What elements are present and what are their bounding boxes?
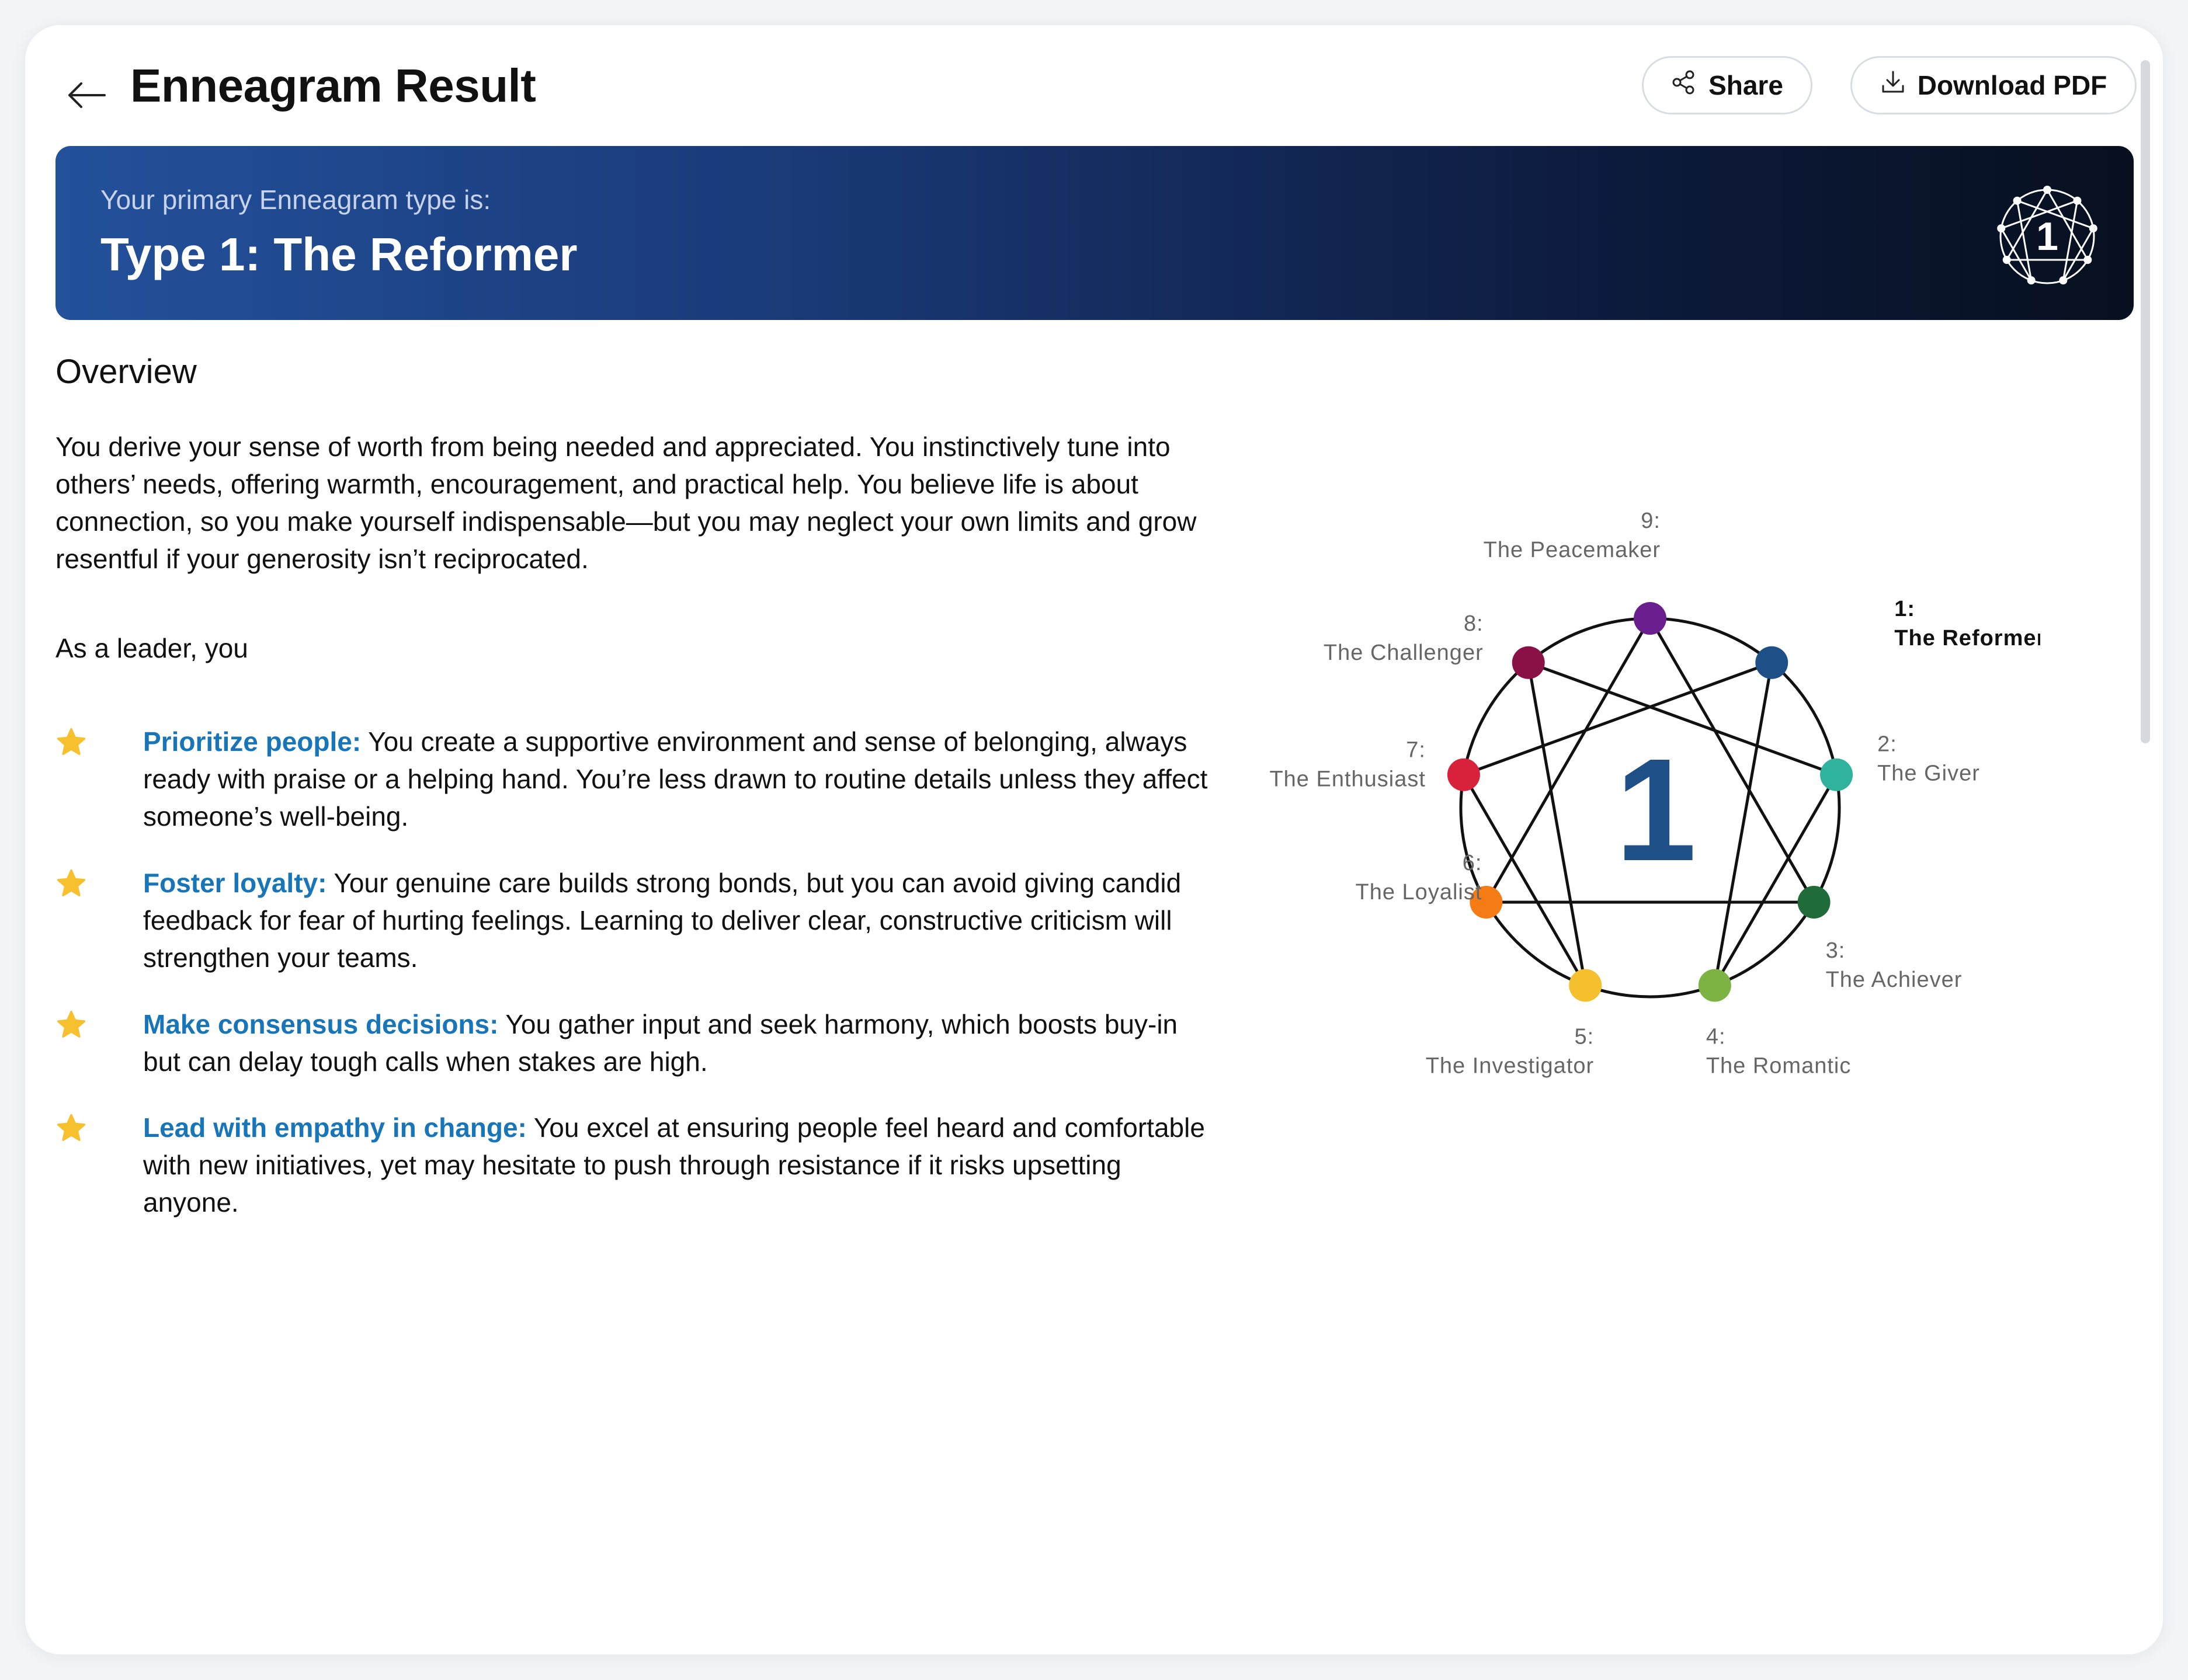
type-dot-3[interactable]: [1798, 886, 1831, 919]
type-dot-5[interactable]: [1569, 969, 1602, 1001]
type-number-label: 3:: [1825, 938, 1846, 963]
type-dot-2[interactable]: [1820, 759, 1853, 791]
overview-paragraph: You derive your sense of worth from being needed and appreciated. You instinctively tune into others’ needs, offering warmth, encouragement, and practical help. You believe life is about connection, so you make yourself indispensable—but you may neglect your own limits and grow resentful if your generosity isn’t reciprocated.: [55, 432, 1197, 574]
type-dot-4[interactable]: [1699, 969, 1731, 1001]
star-icon: [55, 868, 87, 899]
type-name-label: The Achiever: [1825, 968, 1963, 992]
share-label: Share: [1708, 70, 1783, 100]
star-icon: [55, 726, 87, 758]
type-name-label: The Investigator: [1425, 1053, 1595, 1079]
download-icon: [1880, 69, 1906, 102]
type-dot-1[interactable]: [1755, 646, 1788, 679]
type-number-label: 5:: [1574, 1024, 1595, 1049]
type-number-label: 9:: [1641, 509, 1661, 533]
badge-number: 1: [2036, 214, 2058, 259]
type-name-label: The Challenger: [1323, 640, 1484, 665]
type-name-label: The Enthusiast: [1269, 767, 1426, 792]
leader-bullet: [55, 1006, 1212, 1080]
type-number-label: 2:: [1877, 732, 1897, 757]
bullet-title: Make consensus decisions:: [143, 1009, 499, 1039]
download-label: Download PDF: [1917, 70, 2107, 100]
leader-intro: As a leader, you: [55, 633, 248, 663]
back-arrow-icon[interactable]: [57, 66, 116, 124]
type-dot-7[interactable]: [1447, 759, 1480, 791]
banner-title: Type 1: The Reformer: [100, 228, 578, 280]
result-banner: [55, 146, 2134, 320]
page-title: Enneagram Result: [130, 60, 536, 112]
share-icon: [1671, 69, 1697, 102]
leader-bullet: [55, 864, 1212, 976]
share-button[interactable]: [1642, 56, 1812, 114]
type-number-label: 8:: [1464, 611, 1484, 636]
star-icon: [55, 1112, 87, 1144]
overview-heading: Overview: [55, 353, 197, 391]
star-icon: [55, 1009, 87, 1041]
type-number-label: 1:: [1894, 596, 1916, 621]
diagram-center-number: 1: [1615, 728, 1697, 891]
bullet-text: Your genuine care builds strong bonds, but you can avoid giving candid feedback for fear of hurting feelings. Learning to deliver clear, constructive criticism will strengthen your teams.: [143, 868, 1182, 973]
type-dot-9[interactable]: [1634, 602, 1666, 635]
bullet-text: You create a supportive environment and sense of belonging, always ready with praise or a helping hand. You’re less drawn to routine details unless they affect someone’s well-being.: [143, 726, 1208, 832]
leader-bullet: [55, 1109, 1212, 1221]
type-name-label: The Giver: [1877, 761, 1980, 786]
bullet-title: Lead with empathy in change:: [143, 1112, 527, 1143]
type-name-label: The Reformer: [1894, 625, 2040, 651]
type-name-label: The Loyalist: [1355, 880, 1482, 905]
app-window: [25, 25, 2163, 1654]
bullet-title: Foster loyalty:: [143, 868, 327, 898]
bullet-text: You gather input and seek harmony, which boosts buy-in but can delay tough calls when stakes are high.: [143, 1009, 1178, 1077]
type-number-label: 6:: [1462, 851, 1482, 875]
download-pdf-button[interactable]: [1850, 56, 2137, 114]
type-number-label: 7:: [1406, 738, 1426, 763]
type-name-label: The Romantic: [1706, 1053, 1852, 1079]
type-name-label: The Peacemaker: [1483, 538, 1661, 562]
type-number-label: 4:: [1706, 1024, 1726, 1049]
scrollbar[interactable]: [2141, 60, 2150, 743]
banner-label: Your primary Enneagram type is:: [100, 185, 491, 215]
enneagram-diagram: [1222, 481, 2040, 1123]
bullet-title: Prioritize people:: [143, 726, 362, 757]
enneagram-badge-icon: [1983, 169, 2111, 298]
type-dot-8[interactable]: [1512, 646, 1545, 679]
bullet-text: You excel at ensuring people feel heard and comfortable with new initiatives, yet may hesitate to push through resistance if it risks upsetting anyone.: [143, 1112, 1205, 1218]
leader-bullet: [55, 723, 1212, 835]
